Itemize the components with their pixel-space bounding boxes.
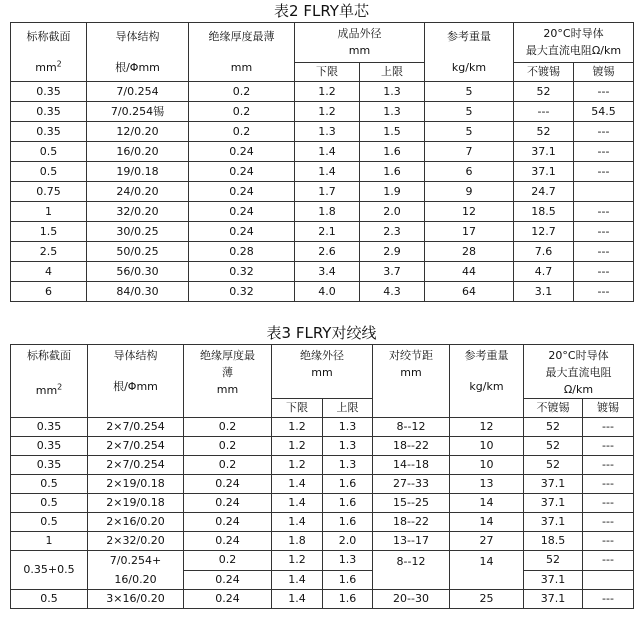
table-row <box>11 418 634 437</box>
t3-cell: 2×7/0.254 <box>88 418 184 437</box>
t3-merged-resist-plain-a: 52 <box>524 551 583 571</box>
t2-cell: --- <box>574 282 634 302</box>
t2-cell: --- <box>574 142 634 162</box>
t2-cell: 0.35 <box>11 82 87 102</box>
t2-cell: 6 <box>11 282 87 302</box>
t2-cell: --- <box>514 102 574 122</box>
t2-cell: 50/0.25 <box>87 242 189 262</box>
t3-cell: 0.35 <box>11 456 88 475</box>
t2-header-weight: 参考重量 kg/km <box>425 23 514 82</box>
t2-cell: 0.2 <box>189 102 295 122</box>
t2-cell: --- <box>574 262 634 282</box>
table2 <box>10 22 634 302</box>
t3-header-area: 标称截面 $mm^2$ <box>11 345 88 418</box>
t2-cell: 52 <box>514 122 574 142</box>
t2-cell: 19/0.18 <box>87 162 189 182</box>
t2-cell: 56/0.30 <box>87 262 189 282</box>
t2-cell: 0.35 <box>11 102 87 122</box>
t3-header-insulation-diameter: 绝缘外径 mm <box>272 345 373 399</box>
t3-header-pitch: 对绞节距 mm <box>373 345 450 418</box>
t2-cell: 52 <box>514 82 574 102</box>
t2-cell: 7/0.254 <box>87 82 189 102</box>
t3-cell: 14--18 <box>373 456 450 475</box>
t3-cell: 18--22 <box>373 437 450 456</box>
t3-merged-insulation-b: 0.24 <box>184 570 272 590</box>
t2-cell: 12.7 <box>514 222 574 242</box>
t2-cell: 5 <box>425 82 514 102</box>
t3-cell: --- <box>583 532 634 551</box>
table-row <box>11 262 634 282</box>
t3-cell: 1.3 <box>323 456 373 475</box>
t3-cell: 13--17 <box>373 532 450 551</box>
t3-merged-pitch: 8--12 <box>373 551 450 590</box>
t3-cell: 2.0 <box>323 532 373 551</box>
t3-cell: 1.2 <box>272 456 323 475</box>
t2-cell: 5 <box>425 122 514 142</box>
t2-cell: 3.7 <box>360 262 425 282</box>
t3-cell: 0.24 <box>184 475 272 494</box>
t3-cell: 52 <box>524 456 583 475</box>
t3-cell: 37.1 <box>524 494 583 513</box>
table-row <box>11 242 634 262</box>
t2-cell: --- <box>574 82 634 102</box>
table-row <box>11 456 634 475</box>
t3-cell: --- <box>583 475 634 494</box>
table-row <box>11 102 634 122</box>
t3-header-weight: 参考重量 kg/km <box>450 345 524 418</box>
table-row <box>11 282 634 302</box>
t2-cell: 7 <box>425 142 514 162</box>
t3-cell: 14 <box>450 494 524 513</box>
t2-cell: 4.3 <box>360 282 425 302</box>
t3-cell: --- <box>583 590 634 609</box>
t3-cell: 2×19/0.18 <box>88 475 184 494</box>
t2-header-area: 标称截面 $mm^2$ <box>11 23 87 82</box>
t3-cell: 0.2 <box>184 437 272 456</box>
t3-merged-resist-tin-a: --- <box>583 551 634 571</box>
t2-cell: 0.24 <box>189 142 295 162</box>
t2-cell: 64 <box>425 282 514 302</box>
t2-cell: 0.2 <box>189 122 295 142</box>
t2-cell: 1.7 <box>295 182 360 202</box>
t2-cell: 1.4 <box>295 162 360 182</box>
t3-cell: 2×19/0.18 <box>88 494 184 513</box>
t2-cell: 1.3 <box>295 122 360 142</box>
t3-cell: 14 <box>450 513 524 532</box>
t3-cell: 25 <box>450 590 524 609</box>
t3-merged-low-b: 1.4 <box>272 570 323 590</box>
table-row <box>11 494 634 513</box>
t2-cell: 1.5 <box>360 122 425 142</box>
t3-cell: 1.4 <box>272 513 323 532</box>
t2-cell: 6 <box>425 162 514 182</box>
t2-cell: 2.9 <box>360 242 425 262</box>
t2-cell: 0.32 <box>189 262 295 282</box>
t2-cell: 1.9 <box>360 182 425 202</box>
table-row <box>11 202 634 222</box>
t3-cell: 0.5 <box>11 475 88 494</box>
t2-cell: 16/0.20 <box>87 142 189 162</box>
t2-cell <box>574 182 634 202</box>
t3-cell: 0.24 <box>184 532 272 551</box>
t3-cell: 2×7/0.254 <box>88 437 184 456</box>
t3-cell: 37.1 <box>524 475 583 494</box>
t3-header-insulation: 绝缘厚度最 薄 mm <box>184 345 272 418</box>
t3-cell: 1.4 <box>272 475 323 494</box>
table-row <box>11 82 634 102</box>
t2-cell: 1.3 <box>360 102 425 122</box>
t2-cell: 3.1 <box>514 282 574 302</box>
t2-cell: 0.24 <box>189 162 295 182</box>
t2-cell: 1.5 <box>11 222 87 242</box>
table-row <box>11 551 634 571</box>
t3-merged-insulation-a: 0.2 <box>184 551 272 571</box>
t2-cell: 54.5 <box>574 102 634 122</box>
table-row <box>11 513 634 532</box>
t3-header-plain: 不镀锡 <box>524 399 583 418</box>
table-row <box>11 182 634 202</box>
t2-cell: 1.6 <box>360 162 425 182</box>
t2-cell: 4.0 <box>295 282 360 302</box>
t3-cell: 0.35 <box>11 418 88 437</box>
t2-header-tin: 镀锡 <box>574 62 634 81</box>
t2-cell: 32/0.20 <box>87 202 189 222</box>
t3-cell: 27 <box>450 532 524 551</box>
t2-cell: --- <box>574 162 634 182</box>
t2-cell: 0.24 <box>189 202 295 222</box>
t3-cell: 1.6 <box>323 475 373 494</box>
t3-cell: 13 <box>450 475 524 494</box>
t2-cell: 7.6 <box>514 242 574 262</box>
t3-cell: 0.5 <box>11 590 88 609</box>
t3-cell: 37.1 <box>524 513 583 532</box>
t3-cell: 1 <box>11 532 88 551</box>
t2-cell: 44 <box>425 262 514 282</box>
t2-cell: 2.5 <box>11 242 87 262</box>
t2-cell: 28 <box>425 242 514 262</box>
t3-header-high: 上限 <box>323 399 373 418</box>
t3-cell: 0.24 <box>184 494 272 513</box>
t2-cell: 24/0.20 <box>87 182 189 202</box>
t2-cell: 7/0.254锡 <box>87 102 189 122</box>
t2-cell: 2.0 <box>360 202 425 222</box>
t3-cell: 18.5 <box>524 532 583 551</box>
t2-cell: 5 <box>425 102 514 122</box>
t3-cell: 1.4 <box>272 590 323 609</box>
t2-cell: 9 <box>425 182 514 202</box>
t2-cell: 37.1 <box>514 142 574 162</box>
table-row <box>11 532 634 551</box>
t2-cell: 17 <box>425 222 514 242</box>
t3-cell: 0.35 <box>11 437 88 456</box>
t3-merged-structure: 7/0.254+ 16/0.20 <box>88 551 184 590</box>
t3-cell: 1.2 <box>272 437 323 456</box>
t3-cell: 10 <box>450 437 524 456</box>
t3-cell: 8--12 <box>373 418 450 437</box>
t2-cell: --- <box>574 122 634 142</box>
t2-header-plain: 不镀锡 <box>514 62 574 81</box>
t3-cell: 27--33 <box>373 475 450 494</box>
t2-cell: 1.2 <box>295 82 360 102</box>
t3-cell: --- <box>583 494 634 513</box>
table-row <box>11 222 634 242</box>
table3-caption: 表3 FLRY对绞线 <box>266 324 377 342</box>
t2-cell: 0.35 <box>11 122 87 142</box>
table-row <box>11 162 634 182</box>
t3-cell: 1.6 <box>323 513 373 532</box>
t2-cell: 2.1 <box>295 222 360 242</box>
t3-cell: --- <box>583 513 634 532</box>
t3-header-tin: 镀锡 <box>583 399 634 418</box>
t2-header-high: 上限 <box>360 62 425 81</box>
t2-cell: 0.5 <box>11 142 87 162</box>
t2-cell: 1.8 <box>295 202 360 222</box>
table-row <box>11 590 634 609</box>
table2-caption: 表2 FLRY单芯 <box>274 2 369 20</box>
t3-cell: 0.24 <box>184 590 272 609</box>
t3-cell: 15--25 <box>373 494 450 513</box>
t2-cell: --- <box>574 222 634 242</box>
t2-cell: 0.5 <box>11 162 87 182</box>
t3-cell: 1.4 <box>272 494 323 513</box>
t3-cell: --- <box>583 418 634 437</box>
t2-cell: 3.4 <box>295 262 360 282</box>
t2-cell: 12 <box>425 202 514 222</box>
t2-header-structure: 导体结构 根/Φmm <box>87 23 189 82</box>
t3-merged-area: 0.35+0.5 <box>11 551 88 590</box>
t2-cell: 0.2 <box>189 82 295 102</box>
t3-cell: 10 <box>450 456 524 475</box>
t3-merged-high-b: 1.6 <box>323 570 373 590</box>
t3-cell: 0.5 <box>11 494 88 513</box>
t3-cell: 1.3 <box>323 418 373 437</box>
t2-cell: 84/0.30 <box>87 282 189 302</box>
t2-cell: 0.32 <box>189 282 295 302</box>
t2-header-resistance: 20°C时导体 最大直流电阻Ω/km <box>514 23 634 63</box>
t3-header-structure: 导体结构 根/Φmm <box>88 345 184 418</box>
t2-cell: --- <box>574 242 634 262</box>
t3-merged-resist-tin-b <box>583 570 634 590</box>
table-row <box>11 475 634 494</box>
t2-cell: 2.6 <box>295 242 360 262</box>
t2-cell: 24.7 <box>514 182 574 202</box>
t3-cell: 0.24 <box>184 513 272 532</box>
t2-cell: 4 <box>11 262 87 282</box>
t3-cell: 12 <box>450 418 524 437</box>
t2-cell: 2.3 <box>360 222 425 242</box>
t2-cell: 4.7 <box>514 262 574 282</box>
t3-cell: 52 <box>524 437 583 456</box>
t2-cell: 12/0.20 <box>87 122 189 142</box>
t3-header-resistance: 20°C时导体 最大直流电阻 Ω/km <box>524 345 634 399</box>
t2-cell: 0.24 <box>189 182 295 202</box>
t2-cell: 37.1 <box>514 162 574 182</box>
t3-cell: 1.6 <box>323 590 373 609</box>
t3-cell: --- <box>583 437 634 456</box>
table-row <box>11 122 634 142</box>
t3-merged-low-a: 1.2 <box>272 551 323 571</box>
t2-cell: --- <box>574 202 634 222</box>
t3-cell: 37.1 <box>524 590 583 609</box>
t2-cell: 1.4 <box>295 142 360 162</box>
t3-cell: --- <box>583 456 634 475</box>
t3-cell: 1.8 <box>272 532 323 551</box>
table-row <box>11 142 634 162</box>
t3-cell: 0.2 <box>184 456 272 475</box>
t2-cell: 18.5 <box>514 202 574 222</box>
t2-cell: 30/0.25 <box>87 222 189 242</box>
table-row <box>11 437 634 456</box>
t3-cell: 20--30 <box>373 590 450 609</box>
t2-cell: 0.28 <box>189 242 295 262</box>
t3-cell: 1.6 <box>323 494 373 513</box>
t2-cell: 1.6 <box>360 142 425 162</box>
t2-cell: 0.24 <box>189 222 295 242</box>
t3-cell: 1.2 <box>272 418 323 437</box>
t3-cell: 2×16/0.20 <box>88 513 184 532</box>
t2-header-outer-diameter: 成品外径 mm <box>295 23 425 63</box>
t2-header-low: 下限 <box>295 62 360 81</box>
t2-cell: 1.2 <box>295 102 360 122</box>
t3-merged-weight: 14 <box>450 551 524 590</box>
t3-cell: 18--22 <box>373 513 450 532</box>
t3-cell: 2×32/0.20 <box>88 532 184 551</box>
t3-cell: 0.2 <box>184 418 272 437</box>
table3 <box>10 344 634 609</box>
t3-cell: 3×16/0.20 <box>88 590 184 609</box>
t2-cell: 0.75 <box>11 182 87 202</box>
t2-header-insulation: 绝缘厚度最薄 mm <box>189 23 295 82</box>
t3-cell: 1.3 <box>323 437 373 456</box>
t2-cell: 1.3 <box>360 82 425 102</box>
t3-header-low: 下限 <box>272 399 323 418</box>
t3-merged-high-a: 1.3 <box>323 551 373 571</box>
t3-cell: 2×7/0.254 <box>88 456 184 475</box>
t3-merged-resist-plain-b: 37.1 <box>524 570 583 590</box>
t3-cell: 0.5 <box>11 513 88 532</box>
t2-cell: 1 <box>11 202 87 222</box>
t3-cell: 52 <box>524 418 583 437</box>
